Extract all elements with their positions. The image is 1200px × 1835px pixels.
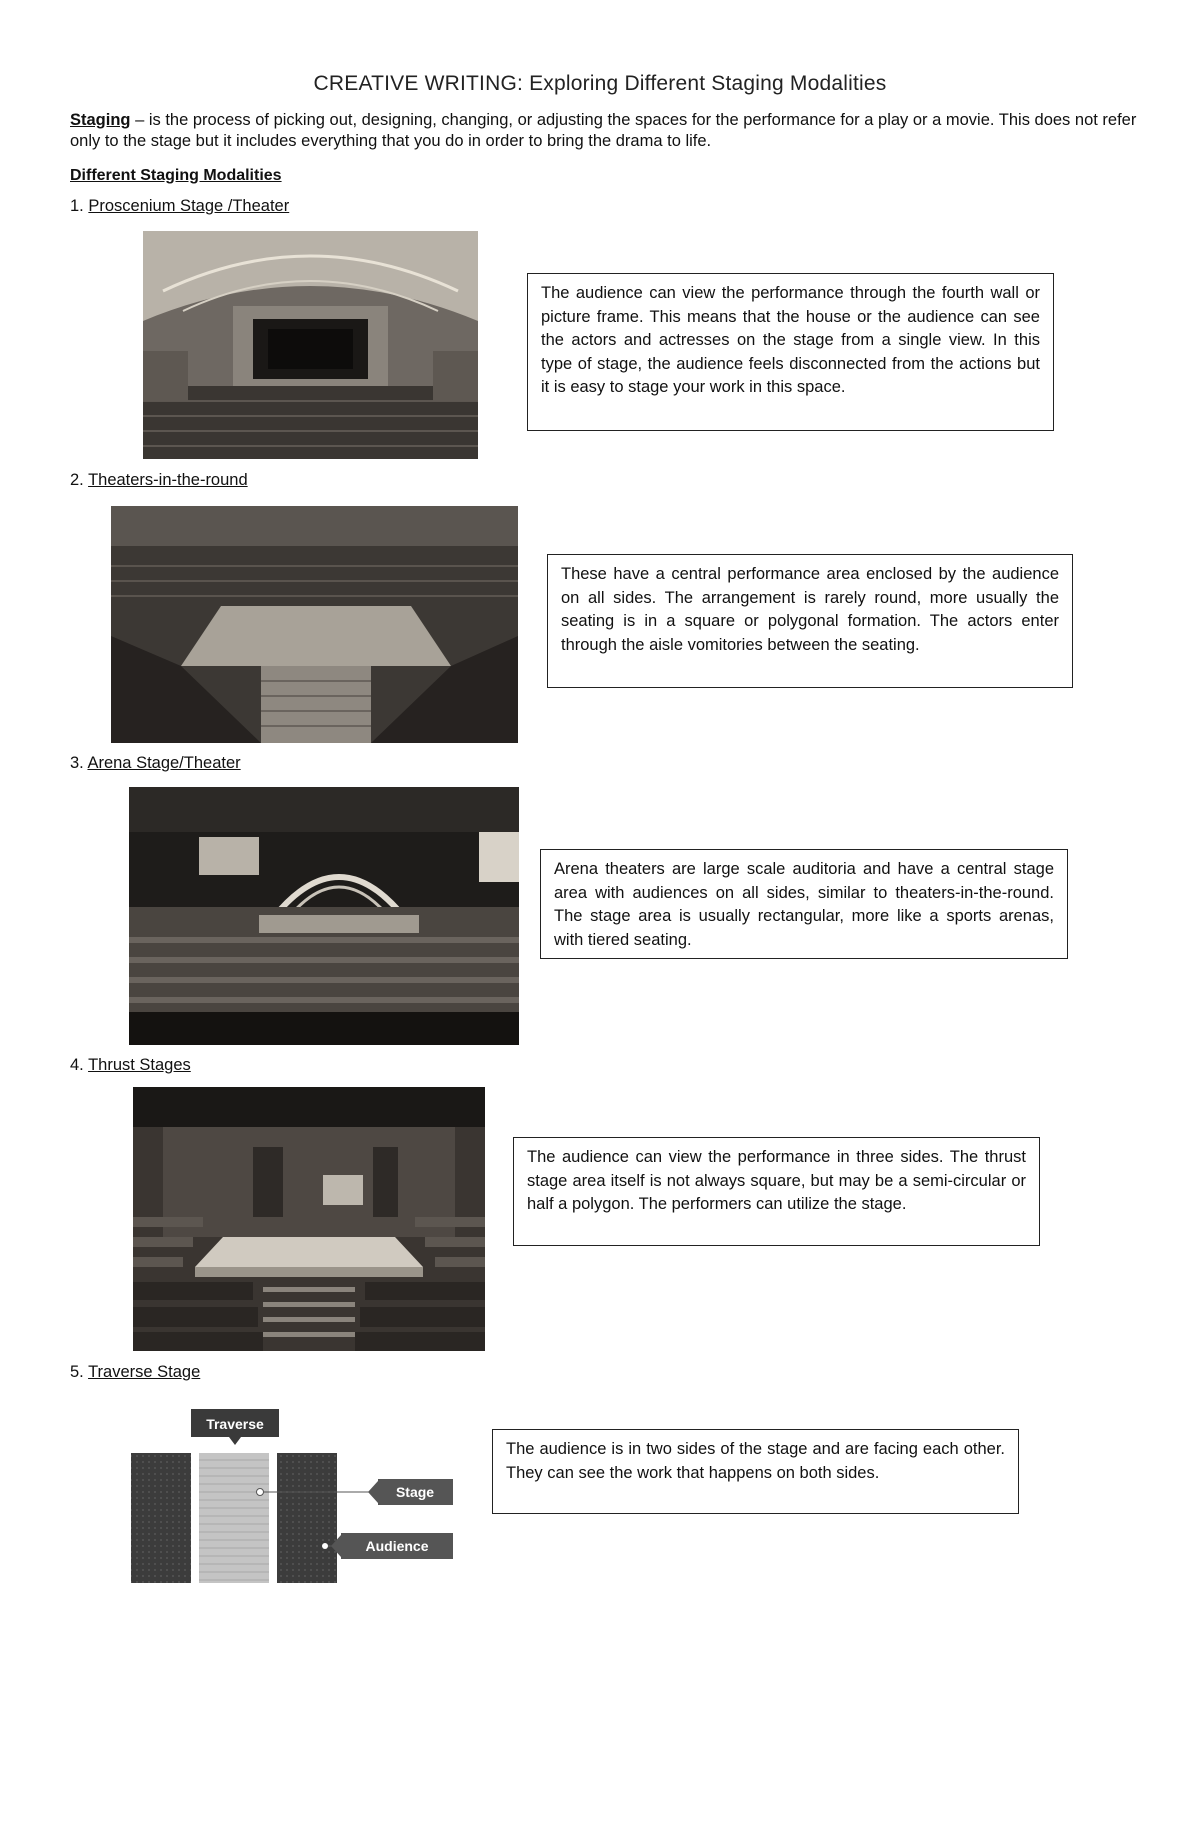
- staging-term: Staging: [70, 111, 131, 129]
- item-label: Traverse Stage: [88, 1363, 201, 1381]
- stage-label: Stage: [395, 1484, 435, 1500]
- arena-photo: [129, 787, 519, 1045]
- item-3-description: Arena theaters are large scale auditoria and have a central stage area with audiences on all sides, similar to theaters-in-the-round. The stage area is usually rectangular, more like a sports arenas, with tiered seating.: [540, 849, 1068, 959]
- item-3-heading: [70, 754, 241, 773]
- item-number: 3.: [70, 754, 84, 772]
- audience-label: Audience: [365, 1538, 429, 1554]
- item-2-heading: [70, 471, 248, 490]
- theater-in-the-round-photo: [111, 506, 518, 743]
- item-label: Proscenium Stage /Theater: [88, 197, 290, 215]
- item-2-description: These have a central performance area enclosed by the audience on all sides. The arrangement is rarely round, more usually the seating is in a square or polygonal formation. The actors enter through the aisle vomitories between the seating.: [547, 554, 1073, 688]
- item-5-heading: [70, 1363, 200, 1382]
- traverse-diagram: [128, 1405, 458, 1585]
- item-label: Arena Stage/Theater: [87, 754, 241, 772]
- thrust-stage-photo: [133, 1087, 485, 1351]
- item-5-description: The audience is in two sides of the stage and are facing each other. They can see the work that happens on both sides.: [492, 1429, 1019, 1514]
- intro-paragraph: [70, 110, 1145, 152]
- page-title: CREATIVE WRITING: Exploring Different Staging Modalities: [313, 72, 887, 95]
- proscenium-photo: [143, 231, 478, 459]
- item-label: Thrust Stages: [88, 1056, 191, 1074]
- audience-block-left: [131, 1453, 191, 1583]
- item-number: 5.: [70, 1363, 84, 1381]
- staging-definition: – is the process of picking out, designing, changing, or adjusting the spaces for the performance for a play or a movie. This does not refer only to the stage but it includes everything that you do in order to bring the drama to life.: [70, 111, 1137, 150]
- item-label: Theaters-in-the-round: [88, 471, 248, 489]
- item-number: 4.: [70, 1056, 84, 1074]
- item-4-heading: [70, 1056, 191, 1075]
- audience-block-right: [277, 1453, 337, 1583]
- item-1-heading: [70, 197, 289, 216]
- item-4-description: The audience can view the performance in three sides. The thrust stage area itself is not always square, but may be a semi-circular or half a polygon. The performers can utilize the stage.: [513, 1137, 1040, 1246]
- stage-block: [199, 1453, 269, 1583]
- item-number: 2.: [70, 471, 84, 489]
- item-1-description: The audience can view the performance through the fourth wall or picture frame. This means that the house or the audience can see the actors and actresses on the stage from a single view. In this type of stage, the audience feels disconnected from the actions but it is easy to stage your work in this space.: [527, 273, 1054, 431]
- diagram-title: Traverse: [206, 1416, 264, 1432]
- section-heading: Different Staging Modalities: [70, 167, 282, 184]
- item-number: 1.: [70, 197, 84, 215]
